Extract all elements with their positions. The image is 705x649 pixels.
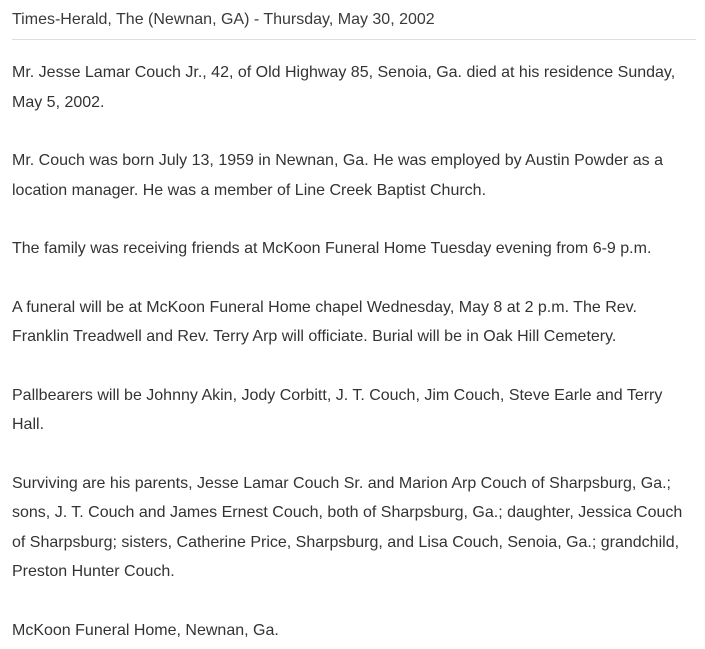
paragraph-survivors: Surviving are his parents, Jesse Lamar Couch Sr. and Marion Arp Couch of Sharpsburg, Ga.; sons, J. T. Couch and James Ernest Couch, both of Sharpsburg, Ga.; daughter, Jessica Couch of Sharpsburg; sisters, Catherine Price, Sharpsburg, and Lisa Couch, Senoia, Ga.; grandchild, Preston Hunter Couch. [12,474,683,580]
paragraph-visitation: The family was receiving friends at McKoon Funeral Home Tuesday evening from 6-9 p.m. [12,240,652,257]
paragraph-death-notice: Mr. Jesse Lamar Couch Jr., 42, of Old Highway 85, Senoia, Ga. died at his residence Sunday, May 5, 2002. [12,64,676,111]
paragraph-funeral-home: McKoon Funeral Home, Newnan, Ga. [12,621,279,639]
source-header: Times-Herald, The (Newnan, GA) - Thursday, May 30, 2002 [12,11,435,28]
paragraph-pallbearers: Pallbearers will be Johnny Akin, Jody Corbitt, J. T. Couch, Jim Couch, Steve Earle and Terry Hall. [12,386,663,433]
paragraph-biography: Mr. Couch was born July 13, 1959 in Newnan, Ga. He was employed by Austin Powder as a location manager. He was a member of Line Creek Baptist Church. [12,152,664,199]
obituary-body [12,40,696,645]
obituary-page [12,0,696,645]
paragraph-funeral: A funeral will be at McKoon Funeral Home chapel Wednesday, May 8 at 2 p.m. The Rev. Franklin Treadwell and Rev. Terry Arp will officiate. Burial will be in Oak Hill Cemetery. [12,298,637,345]
